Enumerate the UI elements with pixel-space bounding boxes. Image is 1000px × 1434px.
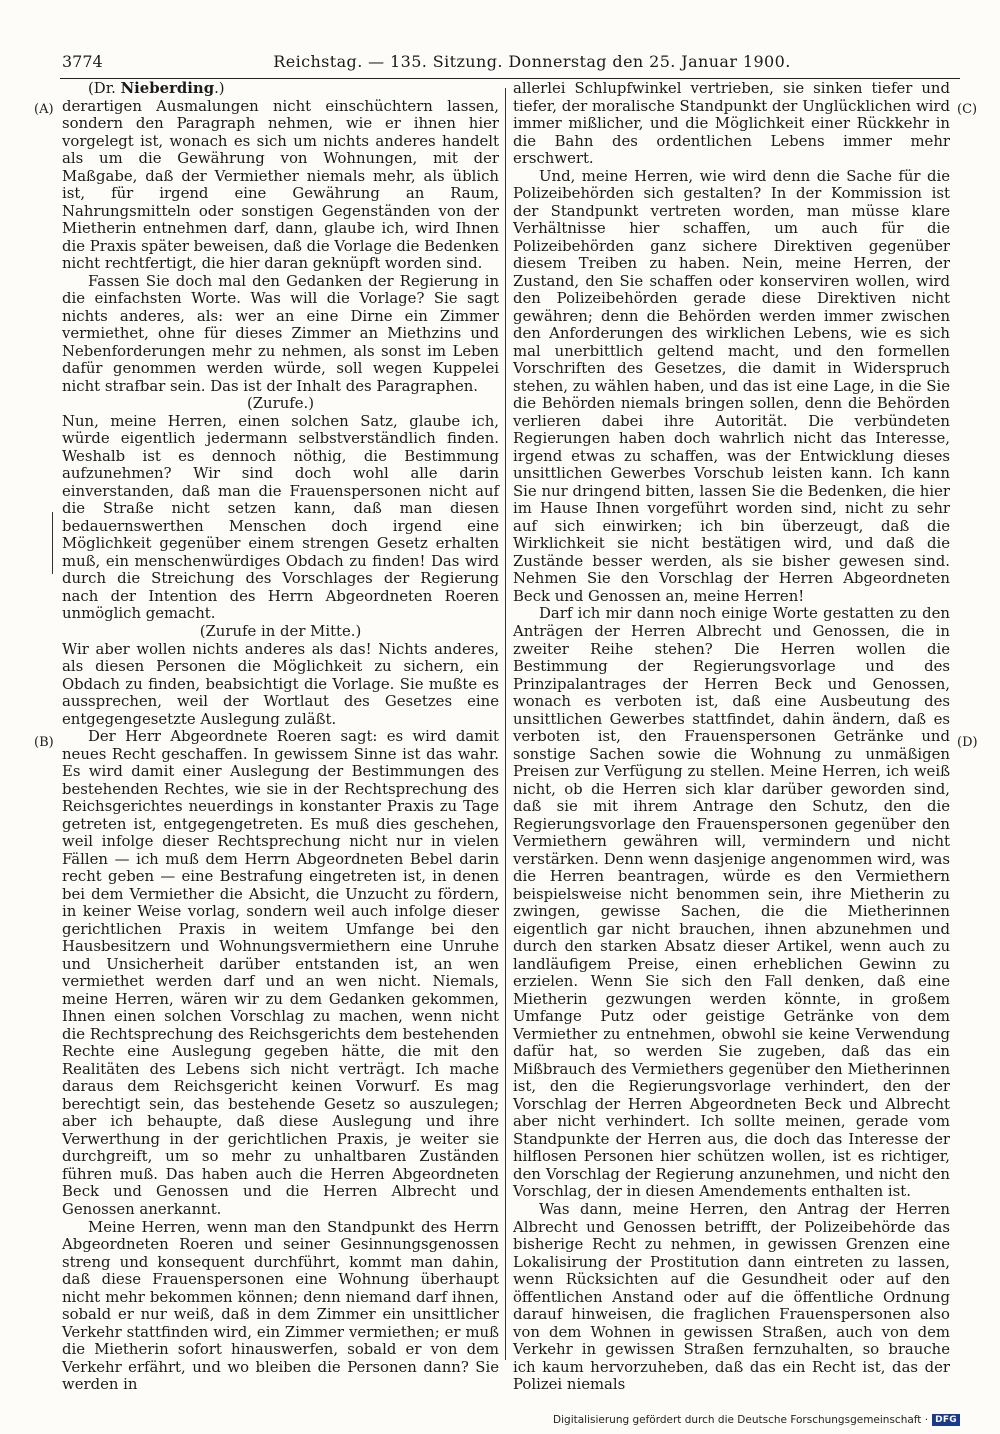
speaker-label: (Dr. Nieberding.) <box>88 79 225 97</box>
dfg-logo: DFG <box>932 1414 960 1426</box>
credit-text: Digitalisierung gefördert durch die Deutsche Forschungsgemeinschaft · <box>553 1414 929 1426</box>
page-header <box>62 52 962 76</box>
paragraph: derartigen Ausmalungen nicht einschüchtern lassen, sondern den Paragraph nehmen, wie er ihnen hier vorgelegt ist, wonach es sich um nichts anderes handelt als um die Gewährung von Wohnungen, mit der Maßgabe, daß der Vermiether niemals mehr, als üblich ist, für irgend eine Gewährung an Raum, Nahrungsmitteln oder sonstigen Gegenständen von der Mietherin entnehmen darf, dann, glaube ich, wird Ihnen die Praxis später beweisen, daß die Vorlage die Bedenken nicht rechtfertigt, die hier daran geknüpft worden sind. <box>62 96 499 273</box>
running-title: Reichstag. — 135. Sitzung. Donnerstag den 25. Januar 1900. <box>273 52 791 71</box>
paragraph: Meine Herren, wenn man den Standpunkt des Herrn Abgeordneten Roeren und seiner Gesinnungsgenossen streng und konsequent durchführt, kommt man dahin, daß diese Frauenspersonen eine Wohnung überhaupt nicht mehr bekommen können; denn niemand darf ihnen, sobald er nur weiß, daß in dem Zimmer ein unsittlicher Verkehr stattfinden wird, ein Zimmer vermiethen; er muß die Mietherin sofort hinauswerfen, sobald er von dem Verkehr erfährt, und wo bleiben die Personen dann? Sie werden in <box>62 1217 499 1394</box>
margin-marker-b: (B) <box>34 735 54 750</box>
paragraph: Nun, meine Herren, einen solchen Satz, glaube ich, würde eigentlich jedermann selbstverständlich finden. Weshalb ist es dennoch nöthig, die Bestimmung aufzunehmen? Wir sind doch wohl alle darin einverstanden, daß man die Frauenspersonen nicht auf die Straße nicht setzen kann, daß man diesen bedauernswerthen Menschen doch irgend eine Möglichkeit gegenüber einem strengen Gesetz erhalten muß, ein menschenwürdiges Obdach zu finden! Das wird durch die Streichung des Vorschlages der Regierung nach der Intention des Herrn Abgeordneten Roeren unmöglich gemacht. <box>62 411 499 623</box>
paragraph: Darf ich mir dann noch einige Worte gestatten zu den Anträgen der Herren Albrecht und Genossen, die in zweiter Reihe stehen? Die Herren wollen die Bestimmung der Regierungsvorlage und des Prinzipalantrages der Herren Beck und Genossen, wonach es verboten ist, daß eine Ausbeutung des unsittlichen Gewerbes stattfindet, dahin ändern, daß es verboten ist, den Frauenspersonen Getränke und sonstige Sachen sowie die Wohnung zu unmäßigen Preisen zur Verfügung zu stellen. Meine Herren, ich weiß nicht, ob die Herren sich klar darüber geworden sind, daß sie mit ihrem Antrage den Schutz, den die Regierungsvorlage den Frauenspersonen gegenüber den Vermiethern gewähren will, vermindern und nicht verstärken. Denn wenn dasjenige angenommen wird, was die Herren beantragen, würde es den Vermiethern beispielsweise nicht benommen sein, ihre Mietherin zu zwingen, gewisse Sachen, die die Mietherinnen eigentlich gar nicht brauchen, ihnen abzunehmen und durch den starken Absatz dieser Artikel, wenn auch zu landläufigem Preise, einen erheblichen Gewinn zu erzielen. Wenn Sie sich den Fall denken, daß eine Mietherin gezwungen werden könnte, in großem Umfange Putz oder geistige Getränke von dem Vermiether zu entnehmen, obwohl sie keine Verwendung dafür hat, so werden Sie zugeben, daß das ein Mißbrauch des Vermiethers gegenüber den Mietherinnen ist, den die Regierungsvorlage verhindert, den der Vorschlag der Herren Abgeordneten Beck und Albrecht aber nicht verhindert. Ich sollte meinen, gerade vom Standpunkte der Herren aus, die doch das Interesse der hilflosen Personen hier schützen wollen, ist es richtiger, den Vorschlag der Regierung anzunehmen, und nicht den Vorschlag, der in diesen Amendements enthalten ist. <box>513 604 950 1201</box>
paragraph: Der Herr Abgeordnete Roeren sagt: es wird damit neues Recht geschaffen. In gewissem Sinne ist das wahr. Es wird damit einer Auslegung der Bestimmungen des bestehenden Rechtes, wie sie in der Rechtsprechung des Reichsgerichtes neuerdings in konstanter Praxis zu Tage getreten ist, entgegengetreten. Es muß dies geschehen, weil infolge dieser Rechtsprechung nicht nur in vielen Fällen — ich muß dem Herrn Abgeordneten Bebel darin recht geben — eine Bestrafung eingetreten ist, in denen bei dem Vermiether die Absicht, die Unzucht zu fördern, in keiner Weise vorlag, sondern weil auch infolge dieser gerichtlichen Praxis in weitem Umfange bei den Hausbesitzern und Wohnungsvermiethern eine Unruhe und Unsicherheit darüber entstanden ist, an wen vermiethet werden darf und an wen nicht. Niemals, meine Herren, wären wir zu dem Gedanken gekommen, Ihnen einen solchen Vorschlag zu machen, wenn nicht die Rechtsprechung des Reichsgerichts dem bestehenden Rechte eine Auslegung gegeben hätte, die mit den Realitäten des Lebens sich nicht verträgt. Ich mache daraus dem Reichsgericht keinen Vorwurf. Es mag berechtigt sein, das bestehende Gesetz so auszulegen; aber ich behaupte, daß diese Auslegung und ihre Verwerthung in der gerichtlichen Praxis, je weiter sie durchgreift, um so mehr zu unhaltbaren Zuständen führen muß. Das haben auch die Herren Abgeordneten Beck und Genossen und die Herren Albrecht und Genossen anerkannt. <box>62 727 499 1218</box>
paragraph: Fassen Sie doch mal den Gedanken der Regierung in die einfachsten Worte. Was will die Vorlage? Sie sagt nichts anderes, als: wer an eine Dirne ein Zimmer vermiethet, ohne für dieses Zimmer an Miethzins und Nebenforderungen mehr zu nehmen, als sonst im Leben dafür genommen werden würde, soll wegen Kuppelei nicht strafbar sein. Das ist der Inhalt des Paragraphen. <box>62 271 499 395</box>
margin-marker-d: (D) <box>957 735 978 750</box>
interjection: (Zurufe.) <box>246 394 315 413</box>
paragraph: allerlei Schlupfwinkel vertrieben, sie sinken tiefer und tiefer, der moralische Standpunkt der Unglücklichen wird immer mißlicher, und die Möglichkeit einer Rückkehr in die Bahn des ordentlichen Lebens immer mehr erschwert. <box>513 79 950 168</box>
speaker-name: Nieberding <box>120 79 215 97</box>
left-column <box>62 80 499 1394</box>
margin-marker-c: (C) <box>957 102 978 117</box>
paragraph: Was dann, meine Herren, den Antrag der Herren Albrecht und Genossen betrifft, der Polizeibehörde das bisherige Recht zu nehmen, in gewissen Grenzen eine Lokalisirung der Prostitution dann eintreten zu lassen, wenn Rücksichten auf die Gesundheit oder auf den öffentlichen Anstand oder auf die öffentliche Ordnung darauf hinweisen, die fraglichen Frauenspersonen also von dem Wohnen in gewissen Straßen, auch von dem Verkehr in gewissen Straßen fernzuhalten, so brauche ich kaum hervorzuheben, daß das ein Recht ist, das der Polizei niemals <box>513 1200 950 1394</box>
right-column <box>513 80 950 1394</box>
margin-marker-a: (A) <box>34 102 54 117</box>
margin-change-bar <box>52 512 53 574</box>
paragraph: Und, meine Herren, wie wird denn die Sache für die Polizeibehörden sich gestalten? In der Kommission ist der Standpunkt vertreten worden, man müsse klare Verhältnisse hier schaffen, um auch für die Polizeibehörden ganz sichere Direktiven gegenüber diesem Treiben zu haben. Nein, meine Herren, der Zustand, den Sie schaffen oder konserviren wollen, wird den Polizeibehörden gerade diese Direktiven nicht gewähren; denn die Behörden werden immer zwischen den Anforderungen des wirklichen Lebens, wie es sich mal unerbittlich geltend macht, und den formellen Vorschriften des Gesetzes, die damit in Widerspruch stehen, zu wählen haben, und das ist eine Lage, in die Sie die Behörden niemals bringen sollen, denn die Behörden verlieren dabei ihre Autorität. Die verbündeten Regierungen haben doch wahrlich nicht das Interesse, irgend etwas zu schaffen, was der Entwicklung dieses unsittlichen Gewerbes Vorschub leisten kann. Ich kann Sie nur dringend bitten, lassen Sie die Bedenken, die hier im Hause Ihnen vorgeführt worden sind, nicht zu sehr auf sich einwirken; ich bin überzeugt, daß die Wirklichkeit sie nicht bestätigen wird, und daß die Zustände besser werden, als sie bisher gewesen sind. Nehmen Sie den Vorschlag der Herren Abgeordneten Beck und Genossen an, meine Herren! <box>513 166 951 605</box>
column-divider <box>505 88 506 1360</box>
page-number: 3774 <box>62 52 103 71</box>
interjection: (Zurufe in der Mitte.) <box>199 621 362 640</box>
digitization-credit <box>553 1412 960 1428</box>
paragraph: Wir aber wollen nichts anderes als das! Nichts anderes, als diesen Personen die Möglichkeit zu sichern, ein Obdach zu finden, beabsichtigt die Vorlage. Sie mußte es aussprechen, weil der Wortlaut des Gesetzes eine entgegengesetzte Auslegung zuläßt. <box>62 639 499 728</box>
